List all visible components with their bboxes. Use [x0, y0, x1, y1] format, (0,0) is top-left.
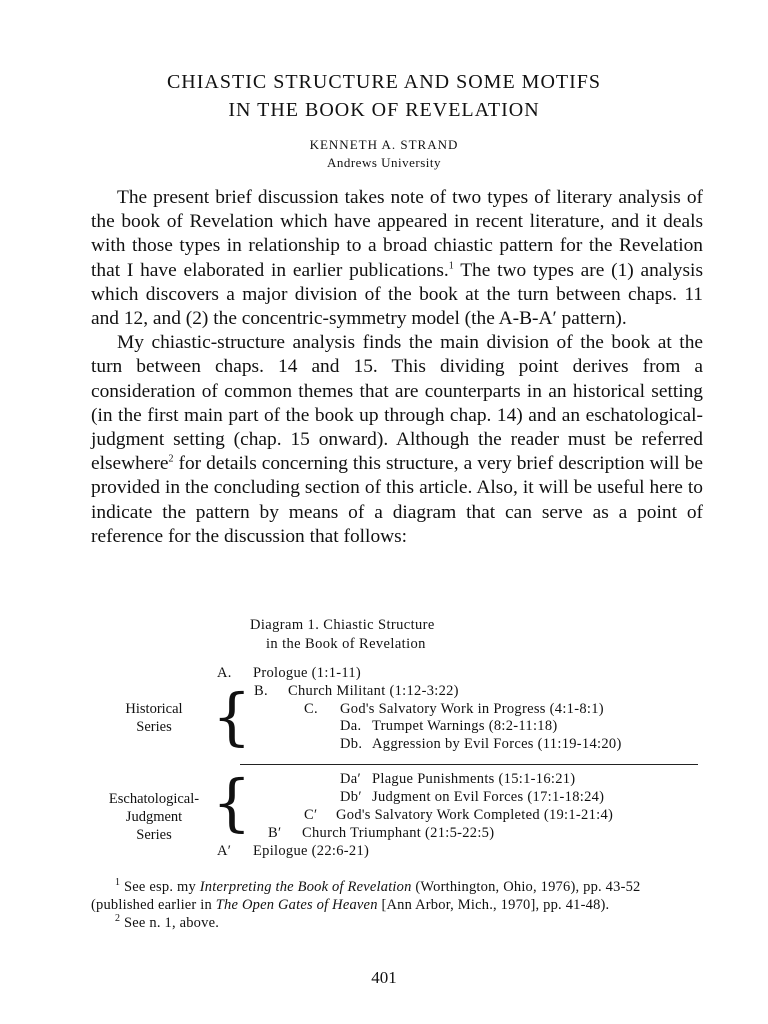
row-text: Church Triumphant (21:5-22:5)	[302, 825, 495, 841]
paragraph-2-cont: for details concerning this structure, a very brief description will be provided in the concluding section of this article. Also, it will be useful here to indicate the pattern by means of a diagram that can serve as a point of reference for the discussion that follows:	[91, 453, 703, 547]
row-mark: A′	[217, 843, 232, 859]
eschatological-brace: {	[212, 766, 252, 839]
row-text: Aggression by Evil Forces (11:19-14:20)	[372, 736, 622, 752]
eschatological-label-line-2: Judgment	[125, 809, 183, 825]
row-mark: Da.	[340, 718, 362, 734]
footnote-2-mark: 2	[115, 913, 121, 925]
diagram-row	[304, 806, 613, 824]
diagram-row	[340, 770, 575, 788]
diagram-row	[340, 717, 558, 735]
footnote-1-mark: 1	[115, 877, 121, 889]
footnote-1-book-title: Interpreting the Book of Revelation	[199, 879, 412, 895]
author-name: KENNETH A. STRAND	[309, 137, 459, 152]
eschatological-label-line-3: Series	[136, 827, 172, 843]
historical-series-label	[89, 700, 219, 736]
row-mark: B′	[268, 825, 282, 841]
footnote-1-earlier-title: The Open Gates of Heaven	[215, 897, 378, 913]
author-affiliation: Andrews University	[326, 155, 442, 170]
diagram-divider	[240, 764, 698, 765]
historical-brace: {	[212, 680, 252, 753]
diagram-row	[340, 735, 622, 753]
title-line-2: IN THE BOOK OF REVELATION	[228, 99, 540, 121]
row-mark: C′	[304, 807, 318, 823]
paragraph-2-text: My chiastic-structure analysis finds the main division of the book at the turn between chaps. 14 and 15. This dividing point derives from a consideration of common themes that are counterparts in an historical setting (in the first main part of the book up through chap. 14) and an eschatological-judgment setting (chap. 15 onward). Although the reader must be referred elsewhere	[91, 332, 703, 475]
diagram-row	[268, 824, 494, 842]
footnote-2	[91, 914, 703, 932]
row-text: Church Militant (1:12-3:22)	[288, 683, 459, 699]
diagram-row	[304, 700, 604, 718]
footnote-2-text: See n. 1, above.	[120, 915, 220, 931]
diagram-row	[340, 788, 604, 806]
eschatological-series-label	[89, 790, 219, 844]
page-number: 401	[371, 968, 397, 987]
footnote-1-text-b: (Worthington, Ohio, 1976), pp. 43-52 (published earlier in	[91, 879, 641, 913]
row-text: Epilogue (22:6-21)	[253, 843, 370, 859]
row-text: Prologue (1:1-11)	[253, 665, 362, 681]
footnote-ref-2: 2	[168, 453, 174, 465]
diagram-row	[254, 682, 459, 700]
footnote-1	[91, 878, 703, 914]
row-mark: C.	[304, 701, 318, 717]
eschatological-label-line-1: Eschatological-	[108, 791, 200, 807]
paragraph-1-text: The present brief discussion takes note of two types of literary analysis of the book of Revelation which have appeared in recent literature, and it deals with those types in relationship to a broad chiastic pattern for the Revelation that I have elaborated in earlier publications.	[91, 187, 703, 281]
footnotes	[91, 878, 703, 932]
row-mark: B.	[254, 683, 268, 699]
row-mark: Db′	[340, 789, 362, 805]
diagram-row	[217, 842, 369, 860]
diagram-caption	[250, 616, 530, 654]
footnote-ref-1: 1	[448, 260, 454, 272]
diagram-caption-line-1: Diagram 1. Chiastic Structure	[250, 617, 435, 633]
row-text: God's Salvatory Work Completed (19:1-21:4)	[336, 807, 614, 823]
row-mark: Da′	[340, 771, 361, 787]
footnote-1-text-a: See esp. my	[120, 879, 200, 895]
title-line-1: CHIASTIC STRUCTURE AND SOME MOTIFS	[166, 71, 602, 93]
paragraph-1-cont: The two types are (1) analysis which discovers a major division of the book at the turn between chaps. 11 and 12, and (2) the concentric-symmetry model (the A-B-A′ pattern).	[91, 259, 703, 330]
row-text: Trumpet Warnings (8:2-11:18)	[372, 718, 558, 734]
diagram-row	[217, 664, 361, 682]
footnote-1-text-c: [Ann Arbor, Mich., 1970], pp. 41-48).	[377, 897, 610, 913]
historical-label-line-1: Historical	[125, 701, 183, 717]
diagram-caption-line-2: in the Book of Revelation	[266, 636, 426, 652]
row-text: Judgment on Evil Forces (17:1-18:24)	[372, 789, 605, 805]
row-mark: Db.	[340, 736, 363, 752]
row-mark: A.	[217, 665, 232, 681]
row-text: Plague Punishments (15:1-16:21)	[372, 771, 576, 787]
historical-label-line-2: Series	[136, 719, 172, 735]
row-text: God's Salvatory Work in Progress (4:1-8:1)	[340, 701, 604, 717]
